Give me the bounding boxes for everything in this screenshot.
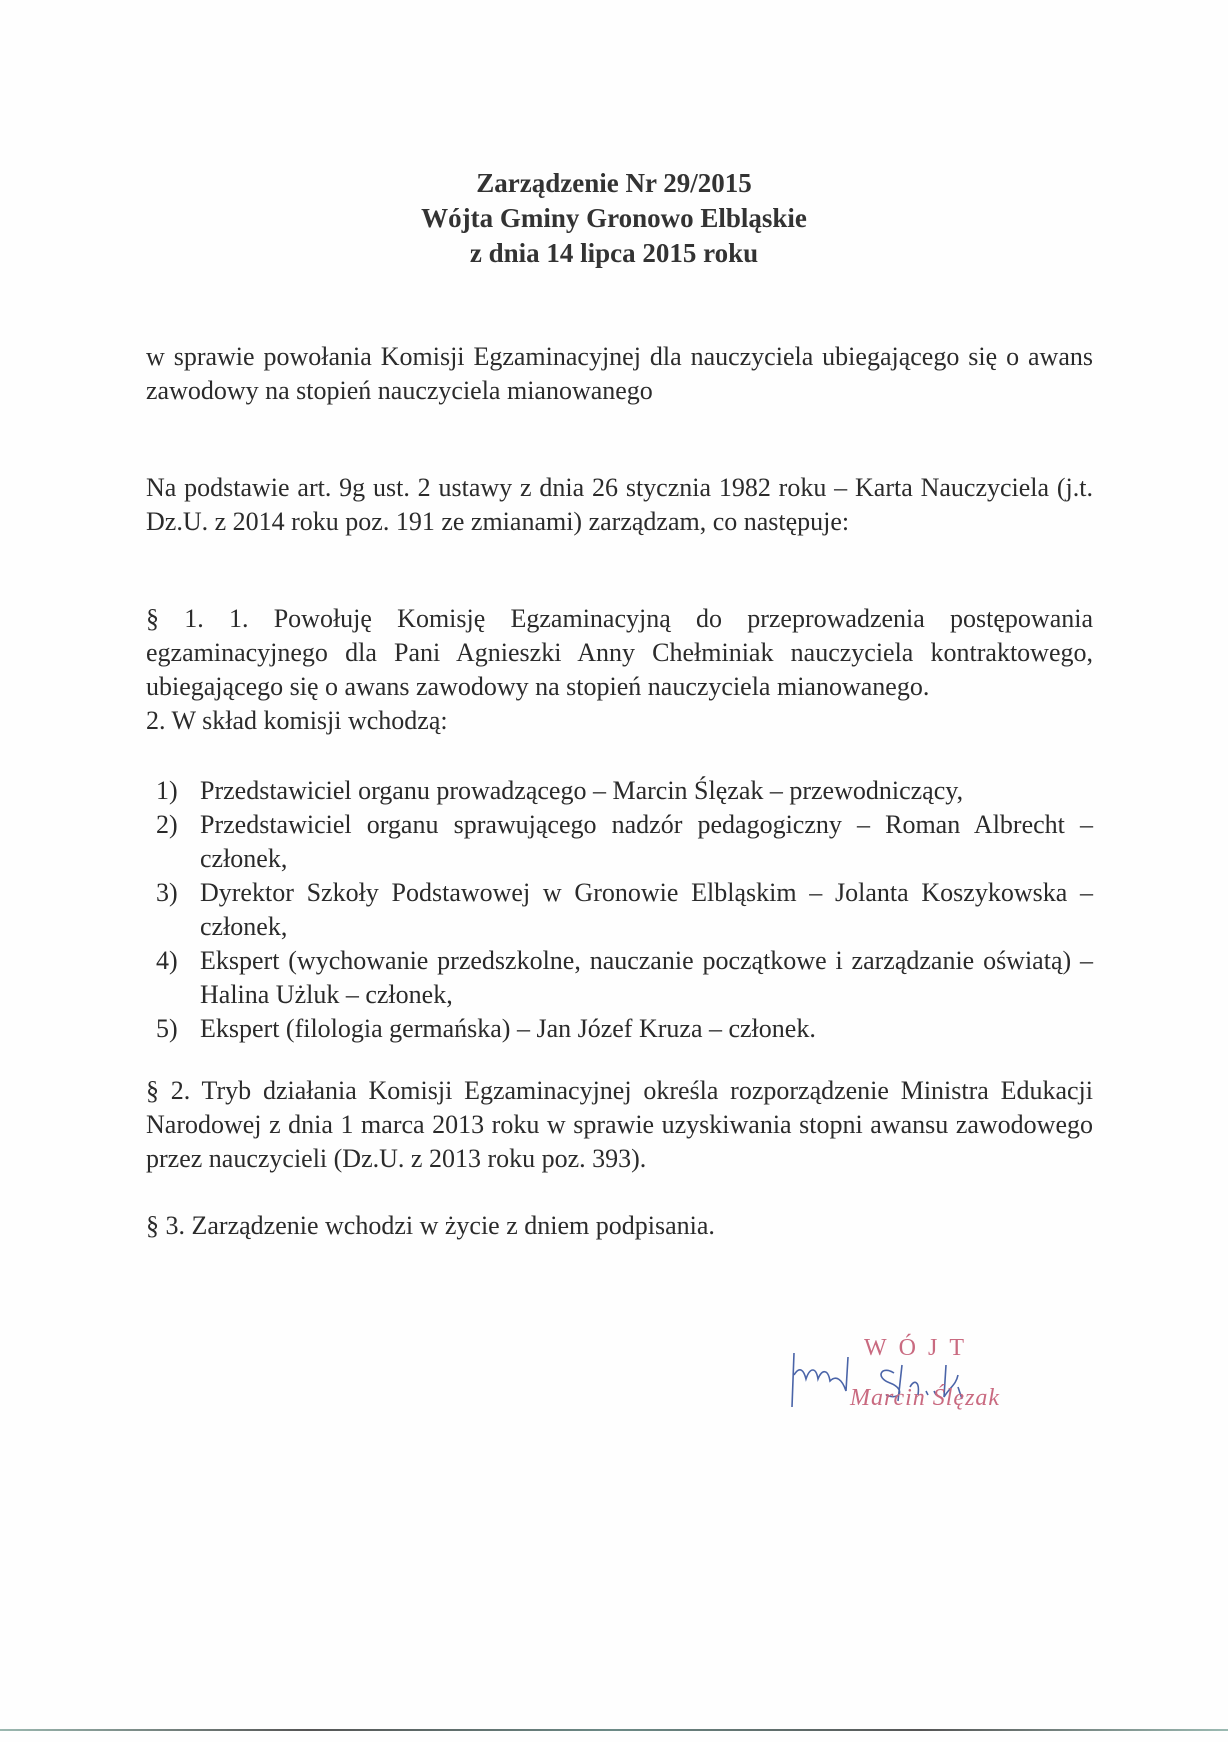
document-title <box>0 166 1228 271</box>
list-item <box>156 876 1093 944</box>
list-item <box>156 808 1093 876</box>
paragraph-1 <box>146 602 1093 738</box>
page-bottom-edge <box>0 1729 1228 1731</box>
list-item <box>156 1012 1093 1046</box>
paragraph-1-point-2: 2. W skład komisji wchodzą: <box>146 706 448 735</box>
stamp-title: WÓJT <box>864 1335 976 1361</box>
list-text: Przedstawiciel organu prowadzącego – Marcin Ślęzak – przewodniczący, <box>200 776 964 805</box>
list-text: Ekspert (filologia germańska) – Jan Józef Kruza – członek. <box>200 1014 816 1043</box>
title-line-3: z dnia 14 lipca 2015 roku <box>469 238 759 268</box>
list-text: Ekspert (wychowanie przedszkolne, nauczanie początkowe i zarządzanie oświatą) – Halina Użluk – członek, <box>200 946 1093 1009</box>
subject-paragraph: w sprawie powołania Komisji Egzaminacyjnej dla nauczyciela ubiegającego się o awans zawodowy na stopień nauczyciela mianowanego <box>146 342 1093 405</box>
paragraph-3: § 3. Zarządzenie wchodzi w życie z dniem podpisania. <box>146 1211 715 1240</box>
list-number: 2) <box>156 810 178 839</box>
list-item <box>156 944 1093 1012</box>
list-number: 1) <box>156 776 178 805</box>
list-number: 5) <box>156 1014 178 1043</box>
paragraph-1-point-1: § 1. 1. Powołuję Komisję Egzaminacyjną do przeprowadzenia postępowania egzaminacyjnego dla Pani Agnieszki Anny Chełminiak nauczyciela kontraktowego, ubiegającego się o awans zawodowy na stopień nauczyciela mianowanego. <box>146 604 1093 701</box>
stamp-name: Marcin Ślęzak <box>850 1385 1001 1411</box>
title-line-1: Zarządzenie Nr 29/2015 <box>476 168 752 198</box>
paragraph-2: § 2. Tryb działania Komisji Egzaminacyjnej określa rozporządzenie Ministra Edukacji Narodowej z dnia 1 marca 2013 roku w sprawie uzyskiwania stopni awansu zawodowego przez nauczycieli (Dz.U. z 2013 roku poz. 393). <box>146 1076 1093 1173</box>
list-item <box>156 774 1093 808</box>
signature-stamp <box>790 1335 1020 1425</box>
legal-basis-paragraph: Na podstawie art. 9g ust. 2 ustawy z dnia 26 stycznia 1982 roku – Karta Nauczyciela (j.t. Dz.U. z 2014 roku poz. 191 ze zmianami) zarządzam, co następuje: <box>146 473 1093 536</box>
list-number: 4) <box>156 946 178 975</box>
commission-members-list <box>156 774 1093 1046</box>
list-text: Przedstawiciel organu sprawującego nadzór pedagogiczny – Roman Albrecht – członek, <box>200 810 1093 873</box>
list-number: 3) <box>156 878 178 907</box>
title-line-2: Wójta Gminy Gronowo Elbląskie <box>421 203 807 233</box>
list-text: Dyrektor Szkoły Podstawowej w Gronowie Elbląskim – Jolanta Koszykowska – członek, <box>200 878 1093 941</box>
